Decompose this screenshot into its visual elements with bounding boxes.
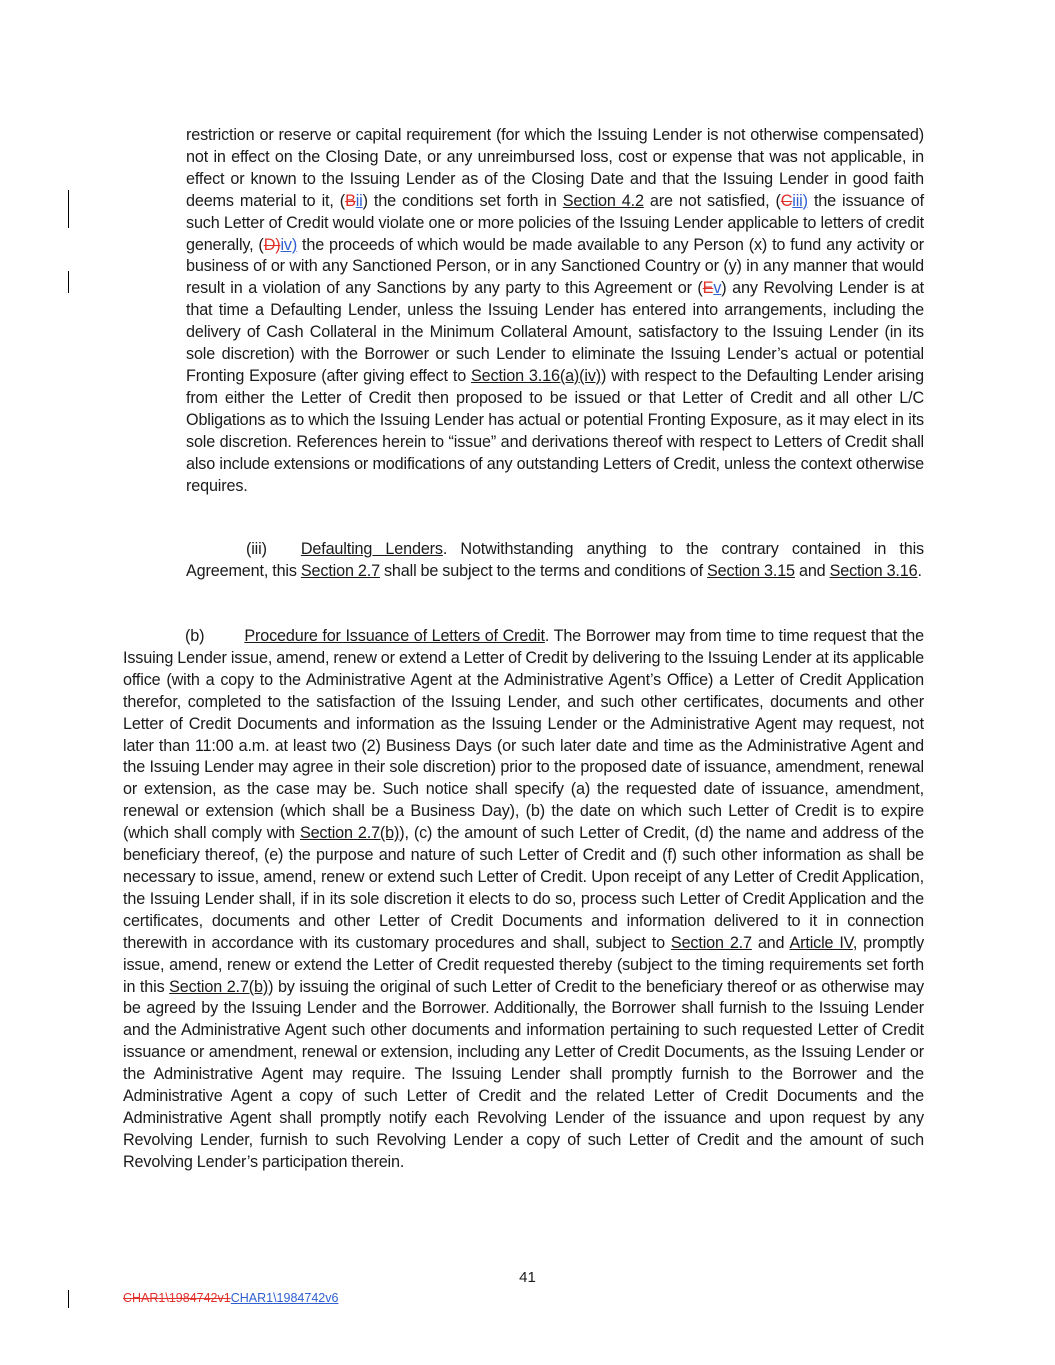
text-run: and <box>794 561 830 580</box>
section-reference: Section 3.16(a)(iv) <box>471 366 602 385</box>
page-number: 41 <box>519 1269 536 1286</box>
section-reference: Section 3.15 <box>707 561 795 580</box>
text-run: restriction or reserve or capital requirement (for which the Issuing Lender is not otherwise compensated) not in effect on the Closing Date, or any unreimbursed loss, cost or expense that was not applicable, in effect or known to the Issuing Lender as of the Closing Date and that the Issuing Lender in good faith deems material to it, ( <box>186 126 924 210</box>
change-bar <box>68 1290 69 1308</box>
section-reference: Section 2.7(b) <box>299 824 400 843</box>
text-run: ) by issuing the original of such Letter of Credit to the beneficiary thereof or as otherwise may be agreed by the Issuing Lender and the Borrower. Additionally, the Borrower shall furnish to the Issuing Lender and the Administrative Agent such other documents and information pertaining to such requested Letter of Credit issuance or amendment, renewal or extension, including any Letter of Credit Documents, as the Issuing Lender or the Administrative Agent may require. The Issuing Lender shall promptly furnish to the Borrower and the Administrative Agent a copy of such Letter of Credit and the related Letter of Credit Documents and the Administrative Agent shall promptly notify each Revolving Lender of the issuance and upon request by any Revolving Lender, furnish to such Revolving Lender a copy of such Letter of Credit and the amount of such Revolving Lender’s participation therein. <box>123 977 924 1171</box>
section-reference: Section 2.7(b) <box>169 977 269 996</box>
text-run: ) any Revolving Lender is at that time a Defaulting Lender, unless the Issuing Lender has entered into arrangements, including the delivery of Cash Collateral in the Minimum Collateral Amount, satisfactory to the Issuing Lender (in its sole discretion) with the Borrower or such Lender to eliminate the Issuing Lender’s actual or potential Fronting Exposure (after giving effect to <box>186 279 925 385</box>
inserted-text: iii) <box>792 191 808 210</box>
section-reference: Section 4.2 <box>562 191 644 210</box>
paragraph-number: (b) <box>185 627 205 645</box>
text-run: . <box>917 561 922 580</box>
text-run: , promptly issue, amend, renew or extend the Letter of Credit requested thereby (subject to the timing requirements set forth in this <box>123 933 925 996</box>
paragraph-defaulting-lenders <box>186 539 924 583</box>
change-bar <box>68 190 69 228</box>
article-reference: Article IV <box>789 933 853 952</box>
text-run: . The Borrower may from time to time request that the Issuing Lender issue, amend, renew or extend a Letter of Credit by delivering to the Issuing Lender at its applicable office (with a copy to the Administrative Agent at the Administrative Agent’s Office) a Letter of Credit Application therefor, completed to the satisfaction of the Issuing Lender, and such other certificates, documents and other Letter of Credit Documents and information as the Issuing Lender or the Administrative Agent may request, not later than 11:00 a.m. at least two (2) Business Days (or such later date and time as the Administrative Agent and the Issuing Lender may agree in their sole discretion) prior to the proposed date of issuance, amendment, renewal or extension, as the case may be. Such notice shall specify (a) the requested date of issuance, amendment, renewal or extension (which shall be a Business Day), (b) the date on which such Letter of Credit is to expire (which shall comply with <box>123 627 925 843</box>
change-bar <box>68 271 69 293</box>
inserted-text: v <box>713 279 722 298</box>
text-run: and <box>751 933 790 952</box>
paragraph-heading: Defaulting Lenders <box>300 540 443 558</box>
paragraph-number: (iii) <box>246 540 267 558</box>
paragraph-procedure-for-issuance <box>123 626 924 1174</box>
text-run: ) the conditions set forth in <box>362 191 563 210</box>
inserted-text: iv) <box>280 235 298 254</box>
inserted-document-id: CHAR1\1984742v6 <box>230 1291 339 1305</box>
text-run: the issuance of such Letter of Credit would violate one or more policies of the Issuing Lender applicable to letters of credit generally, ( <box>186 191 925 254</box>
text-run: are not satisfied, ( <box>643 191 781 210</box>
section-reference: Section 2.7 <box>670 933 752 952</box>
deleted-text: C <box>780 191 793 210</box>
inserted-text: ii <box>355 191 363 210</box>
paragraph-heading: Procedure for Issuance of Letters of Credit <box>244 627 545 645</box>
deleted-text: D) <box>263 235 281 254</box>
deleted-document-id: CHAR1\1984742v1 <box>123 1291 231 1305</box>
text-run: ) with respect to the Defaulting Lender arising from either the Letter of Credit then proposed to be issued or that Letter of Credit and all other L/C Obligations as to which the Issuing Lender has actual or potential Fronting Exposure, as it may elect in its sole discretion. References herein to “issue” and derivations thereof with respect to Letters of Credit shall also include extensions or modifications of any outstanding Letters of Credit, unless the context otherwise requires. <box>186 366 924 495</box>
text-run: ), (c) the amount of such Letter of Credit, (d) the name and address of the beneficiary thereof, (e) the purpose and nature of such Letter of Credit and (f) such other information as shall be necessary to issue, amend, renew or extend such Letter of Credit. Upon receipt of any Letter of Credit Application, the Issuing Lender shall, if in its sole discretion it elects to do so, process such Letter of Credit Application and the certificates, documents and other Letter of Credit Documents and information delivered to it in connection therewith in accordance with its customary procedures and shall, subject to <box>123 824 924 952</box>
text-run: the proceeds of which would be made available to any Person (x) to fund any activity or business of or with any Sanctioned Person, or in any Sanctioned Country or (y) in any manner that would result in a violation of any Sanctions by any party to this Agreement or ( <box>186 235 925 298</box>
deleted-text: B <box>345 191 356 210</box>
text-run: shall be subject to the terms and conditions of <box>379 561 708 580</box>
document-id-footer <box>123 1291 338 1305</box>
text-run: . Notwithstanding anything to the contrary contained in this Agreement, this <box>186 540 924 580</box>
paragraph-continuation <box>186 125 924 497</box>
section-reference: Section 2.7 <box>300 561 380 580</box>
deleted-text: E <box>702 279 714 298</box>
section-reference: Section 3.16 <box>829 561 918 580</box>
